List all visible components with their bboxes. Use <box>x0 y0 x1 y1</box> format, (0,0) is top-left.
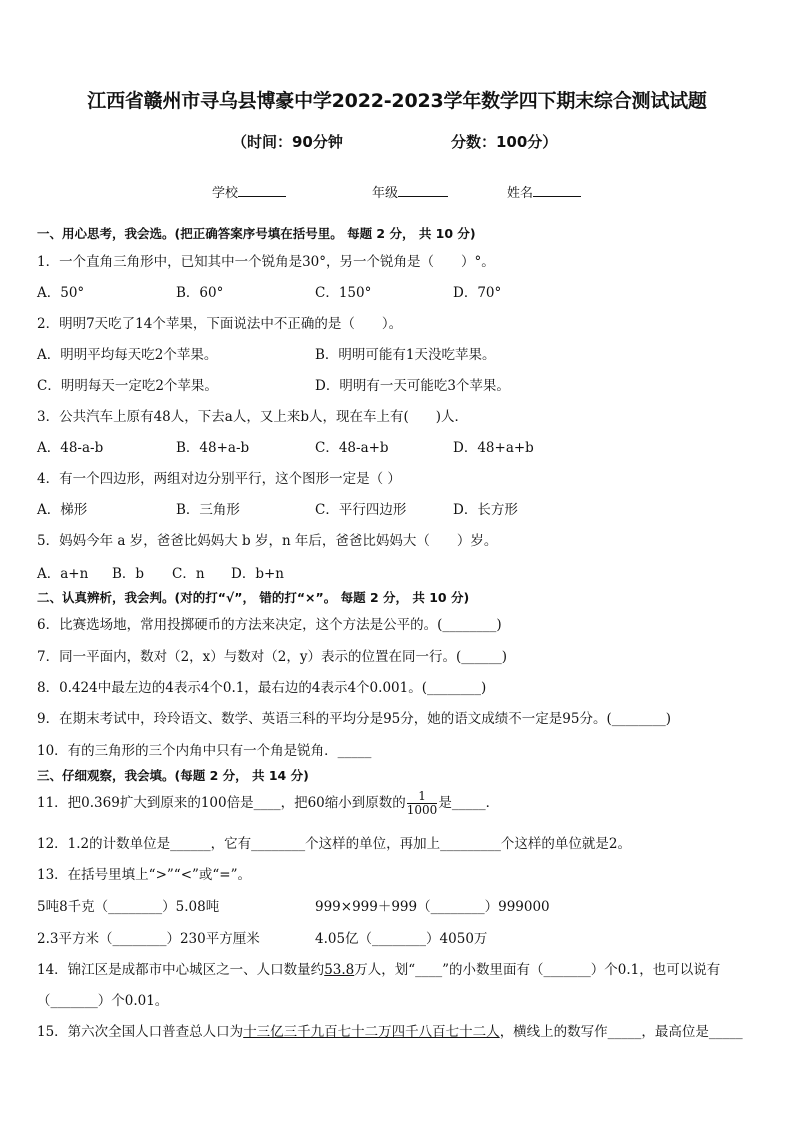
exam-score: 分数：100分） <box>451 133 558 151</box>
question-11 <box>37 790 499 817</box>
question-2: 2．明明7天吃了14个苹果，下面说法中不正确的是（ ）。 <box>37 316 403 332</box>
section-1-heading: 一、用心思考，我会选。(把正确答案序号填在括号里。 每题 2 分， 共 10 分) <box>37 226 476 241</box>
q3-option-a: A．48-a-b <box>37 440 104 456</box>
question-1: 1．一个直角三角形中，已知其中一个锐角是30°，另一个锐角是（ ）°。 <box>37 254 495 270</box>
q2-option-a: A．明明平均每天吃2个苹果。 <box>37 347 218 363</box>
q15-underlined-population: 十三亿三千九百七十二万四千八百七十二人 <box>243 1024 500 1040</box>
question-7: 7．同一平面内，数对（2，x）与数对（2，y）表示的位置在同一行。(______) <box>37 649 508 665</box>
q14-underlined-number: 53.8 <box>324 962 355 978</box>
section-2-heading: 二、认真辨析，我会判。(对的打“√”， 错的打“×”。 每题 2 分， 共 10 分) <box>37 590 470 605</box>
q1-option-b: B．60° <box>176 285 224 301</box>
question-5: 5．妈妈今年 a 岁，爸爸比妈妈大 b 岁，n 年后，爸爸比妈妈大（ ）岁。 <box>37 533 498 549</box>
name-label: 姓名 <box>507 186 534 201</box>
q4-option-d: D．长方形 <box>453 502 518 518</box>
q3-option-d: D．48+a+b <box>453 440 534 456</box>
q11-text-a: 11．把0.369扩大到原来的100倍是____，把60缩小到原数的 <box>37 795 406 811</box>
question-12: 12．1.2的计数单位是______，它有________个这样的单位，再加上_________个这样的单位就是2。 <box>37 836 631 852</box>
q4-option-b: B．三角形 <box>176 502 240 518</box>
q4-option-c: C．平行四边形 <box>315 502 407 518</box>
q1-option-d: D．70° <box>453 285 502 301</box>
question-6: 6．比赛选场地，常用投掷硬币的方法来决定，这个方法是公平的。(________) <box>37 617 502 633</box>
q4-option-a: A．梯形 <box>37 502 88 518</box>
q5-option-d: D．b+n <box>231 566 284 582</box>
grade-field[interactable] <box>372 182 448 201</box>
q5-option-b: B．b <box>112 566 145 582</box>
grade-label: 年级 <box>372 186 399 201</box>
q3-option-c: C．48-a+b <box>315 440 389 456</box>
question-10: 10．有的三角形的三个内角中只有一个角是锐角．_____ <box>37 743 372 759</box>
q14-text-b: 万人，划“____”的小数里面有（_______）个0.1，也可以说有 <box>354 962 721 978</box>
question-14 <box>37 958 720 978</box>
q13-compare-4: 4.05亿（________）4050万 <box>315 931 488 947</box>
question-14-continued: （_______）个0.01。 <box>37 993 169 1009</box>
q13-compare-1: 5吨8千克（________）5.08吨 <box>37 899 220 915</box>
question-8: 8．0.424中最左边的4表示4个0.1，最右边的4表示4个0.001。(________) <box>37 680 487 696</box>
question-3: 3．公共汽车上原有48人，下去a人，又上来b人，现在车上有( )人． <box>37 409 468 425</box>
fraction-numerator: 1 <box>407 790 438 804</box>
school-label: 学校 <box>212 186 239 201</box>
q11-text-b: 是_____． <box>438 795 500 811</box>
q3-option-b: B．48+a-b <box>176 440 250 456</box>
question-9: 9．在期末考试中，玲玲语文、数学、英语三科的平均分是95分，她的语文成绩不一定是95分。(________) <box>37 711 671 727</box>
exam-time: （时间：90分钟 <box>232 133 343 151</box>
question-15 <box>37 1020 743 1040</box>
q14-text-a: 14．锦江区是成都市中心城区之一、人口数量约 <box>37 962 325 978</box>
fraction-1-1000 <box>407 790 438 817</box>
q5-option-a: A．a+n <box>37 566 89 582</box>
q1-option-a: A．50° <box>37 285 85 301</box>
page-title: 江西省赣州市寻乌县博豪中学2022-2023学年数学四下期末综合测试试题 <box>87 90 707 112</box>
question-13: 13．在括号里填上“>”“<”或“=”。 <box>37 867 252 883</box>
question-4: 4．有一个四边形，两组对边分别平行，这个图形一定是（ ） <box>37 471 401 487</box>
section-3-heading: 三、仔细观察，我会填。(每题 2 分， 共 14 分) <box>37 768 309 783</box>
q13-compare-2: 999×999＋999（________）999000 <box>315 899 550 915</box>
q13-compare-3: 2.3平方米（________）230平方厘米 <box>37 931 260 947</box>
q15-text-b: ，横线上的数写作_____，最高位是_____ <box>499 1024 743 1040</box>
q5-option-c: C．n <box>172 566 205 582</box>
q2-option-c: C．明明每天一定吃2个苹果。 <box>37 378 218 394</box>
school-field[interactable] <box>212 182 286 201</box>
q2-option-d: D．明明有一天可能吃3个苹果。 <box>315 378 510 394</box>
q15-text-a: 15．第六次全国人口普查总人口为 <box>37 1024 244 1040</box>
q1-option-c: C．150° <box>315 285 372 301</box>
fraction-denominator: 1000 <box>406 803 438 817</box>
q2-option-b: B．明明可能有1天没吃苹果。 <box>315 347 496 363</box>
name-field[interactable] <box>507 182 581 201</box>
